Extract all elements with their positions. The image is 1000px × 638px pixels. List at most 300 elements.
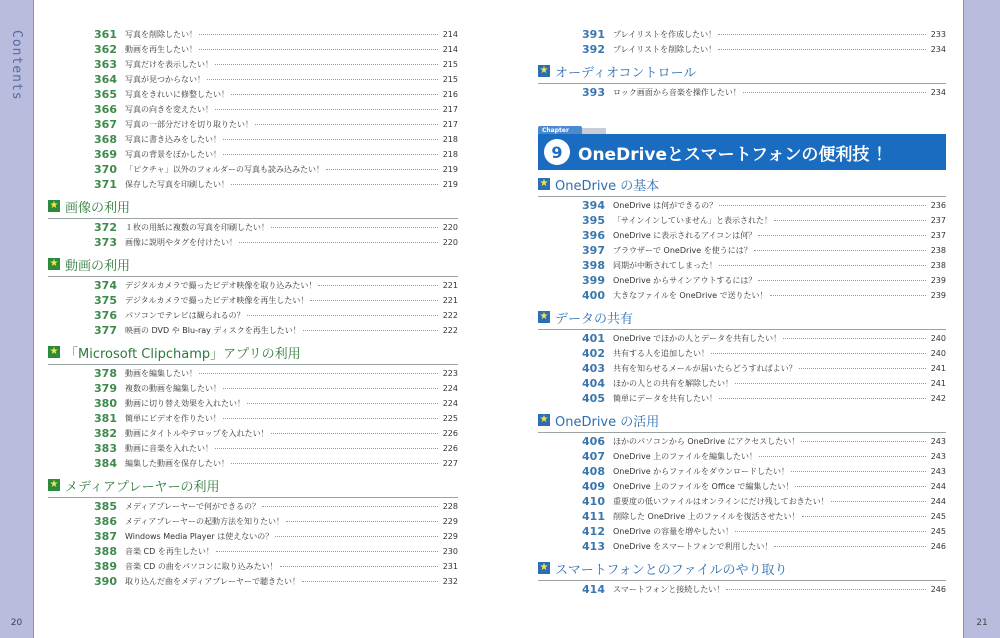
entry-page: 226 (442, 429, 458, 438)
section-title: 「Microsoft Clipchamp」アプリの利用 (65, 347, 301, 362)
entry-page: 228 (442, 502, 458, 511)
entry-number: 386 (94, 515, 117, 528)
entry-page: 240 (930, 349, 946, 358)
toc-entry[interactable] (538, 273, 946, 288)
toc-entry[interactable] (48, 235, 458, 250)
section-header (48, 471, 458, 498)
entry-number: 393 (582, 86, 605, 99)
entry-page: 219 (442, 180, 458, 189)
entry-page: 220 (442, 238, 458, 247)
entry-number: 378 (94, 367, 117, 380)
entry-number: 376 (94, 309, 117, 322)
entry-page: 219 (442, 165, 458, 174)
toc-entry[interactable] (538, 228, 946, 243)
dot-leader (783, 338, 926, 339)
toc-entry[interactable] (538, 346, 946, 361)
entry-title: 写真を削除したい！ (125, 30, 197, 39)
entry-title: OneDrive の容量を増やしたい！ (613, 527, 734, 536)
entry-number: 409 (582, 480, 605, 493)
entry-number: 398 (582, 259, 605, 272)
toc-entry[interactable] (538, 509, 946, 524)
toc-entry[interactable] (538, 376, 946, 391)
toc-entry[interactable] (538, 331, 946, 346)
entry-number: 407 (582, 450, 605, 463)
entry-title: 大きなファイルを OneDrive で送りたい！ (613, 291, 768, 300)
entry-number: 371 (94, 178, 117, 191)
toc-entry[interactable] (538, 361, 946, 376)
toc-entry[interactable] (48, 220, 458, 235)
section-header (48, 338, 458, 365)
entry-number: 408 (582, 465, 605, 478)
dot-leader (758, 280, 926, 281)
section-title: オーディオコントロール (555, 66, 697, 81)
entry-title: 音楽 CD の曲をパソコンに取り込みたい！ (125, 562, 278, 571)
toc-entry[interactable] (538, 213, 946, 228)
entry-page: 245 (930, 527, 946, 536)
entry-page: 246 (930, 542, 946, 551)
toc-entry[interactable] (48, 42, 458, 57)
dot-leader (271, 227, 438, 228)
entry-page: 243 (930, 467, 946, 476)
entry-title: 音楽 CD を再生したい！ (125, 547, 214, 556)
entry-page: 236 (930, 201, 946, 210)
entry-number: 401 (582, 332, 605, 345)
entry-page: 243 (930, 437, 946, 446)
dot-leader (280, 566, 438, 567)
entry-title: 動画に音楽を入れたい！ (125, 444, 213, 453)
entry-page: 221 (442, 296, 458, 305)
entry-page: 234 (930, 45, 946, 54)
entry-page: 234 (930, 88, 946, 97)
entry-page: 222 (442, 311, 458, 320)
entry-title: 取り込んだ曲をメディアプレーヤーで聴きたい！ (125, 577, 301, 586)
entry-title: 「サインインしていません」と表示された！ (613, 216, 773, 225)
entry-title: 動画にタイトルやテロップを入れたい！ (125, 429, 269, 438)
entry-number: 375 (94, 294, 117, 307)
toc-entry[interactable] (538, 449, 946, 464)
entry-title: OneDrive でほかの人とデータを共有したい！ (613, 334, 782, 343)
entry-page: 218 (442, 150, 458, 159)
toc-entry[interactable] (538, 494, 946, 509)
toc-entry[interactable] (48, 441, 458, 456)
entry-number: 391 (582, 28, 605, 41)
star-icon: ★ (49, 346, 59, 357)
entry-page: 229 (442, 517, 458, 526)
toc-entry[interactable] (48, 574, 458, 589)
dot-leader (231, 184, 438, 185)
entry-title: パソコンでテレビは観られるの？ (125, 311, 245, 320)
entry-number: 402 (582, 347, 605, 360)
contents-side-label: Contents (9, 30, 24, 101)
dot-leader (271, 433, 438, 434)
entry-title: 複数の動画を編集したい！ (125, 384, 221, 393)
left-page-toc (48, 27, 458, 589)
entry-number: 381 (94, 412, 117, 425)
entry-page: 244 (930, 482, 946, 491)
section-header (48, 250, 458, 277)
entry-page: 222 (442, 326, 458, 335)
dot-leader (774, 220, 926, 221)
section-header (538, 406, 946, 433)
dot-leader (774, 546, 926, 547)
entry-page: 245 (930, 512, 946, 521)
star-icon: ★ (49, 479, 59, 490)
entry-number: 368 (94, 133, 117, 146)
entry-number: 392 (582, 43, 605, 56)
right-page-toc (538, 27, 946, 597)
section-header (538, 57, 946, 84)
entry-number: 379 (94, 382, 117, 395)
chapter-banner (538, 126, 946, 170)
entry-title: OneDrive からファイルをダウンロードしたい！ (613, 467, 789, 476)
entry-number: 405 (582, 392, 605, 405)
entry-title: 写真の背景をぼかしたい！ (125, 150, 221, 159)
dot-leader (239, 242, 438, 243)
entry-number: 403 (582, 362, 605, 375)
section-title: スマートフォンとのファイルのやり取り (555, 563, 788, 578)
toc-entry[interactable] (48, 396, 458, 411)
entry-number: 395 (582, 214, 605, 227)
dot-leader (326, 169, 438, 170)
entry-title: 簡単にデータを共有したい！ (613, 394, 717, 403)
dot-leader (231, 463, 438, 464)
toc-entry[interactable] (48, 87, 458, 102)
entry-title: 編集した動画を保存したい！ (125, 459, 229, 468)
entry-number: 374 (94, 279, 117, 292)
toc-entry[interactable] (48, 162, 458, 177)
entry-page: 224 (442, 384, 458, 393)
dot-leader (719, 265, 926, 266)
toc-entry[interactable] (538, 85, 946, 100)
dot-leader (719, 205, 926, 206)
entry-page: 242 (930, 394, 946, 403)
entry-title: 共有を知らせるメールが届いたらどうすればよい？ (613, 364, 797, 373)
entry-number: 397 (582, 244, 605, 257)
section-header (538, 170, 946, 197)
entry-number: 369 (94, 148, 117, 161)
toc-entry[interactable] (538, 539, 946, 554)
entry-title: プレイリストを作成したい！ (613, 30, 717, 39)
section-header (538, 303, 946, 330)
dot-leader (799, 368, 926, 369)
entry-title: 簡単にビデオを作りたい！ (125, 414, 221, 423)
dot-leader (719, 398, 926, 399)
entry-number: 364 (94, 73, 117, 86)
entry-page: 241 (930, 379, 946, 388)
chapter-title: OneDriveとスマートフォンの便利技 ！ (578, 144, 893, 165)
entry-page: 215 (442, 75, 458, 84)
dot-leader (743, 92, 926, 93)
entry-number: 388 (94, 545, 117, 558)
dot-leader (223, 139, 438, 140)
toc-entry[interactable] (48, 544, 458, 559)
dot-leader (303, 330, 438, 331)
entry-title: 映画の DVD や Blu-ray ディスクを再生したい！ (125, 326, 301, 335)
toc-entry[interactable] (538, 27, 946, 42)
entry-number: 367 (94, 118, 117, 131)
toc-entry[interactable] (48, 323, 458, 338)
entry-number: 361 (94, 28, 117, 41)
toc-entry[interactable] (538, 464, 946, 479)
entry-number: 406 (582, 435, 605, 448)
entry-page: 221 (442, 281, 458, 290)
dot-leader (770, 295, 926, 296)
dot-leader (726, 589, 926, 590)
entry-number: 410 (582, 495, 605, 508)
star-icon: ★ (539, 178, 549, 189)
entry-page: 240 (930, 334, 946, 343)
dot-leader (795, 486, 926, 487)
entry-page: 214 (442, 30, 458, 39)
entry-title: 写真の向きを変えたい！ (125, 105, 213, 114)
entry-title: 写真だけを表示したい！ (125, 60, 213, 69)
toc-entry[interactable] (48, 27, 458, 42)
dot-leader (718, 34, 926, 35)
toc-entry[interactable] (48, 366, 458, 381)
entry-page: 224 (442, 399, 458, 408)
entry-page: 238 (930, 246, 946, 255)
entry-number: 372 (94, 221, 117, 234)
entry-page: 223 (442, 369, 458, 378)
toc-entry[interactable] (48, 117, 458, 132)
section-header (538, 554, 946, 581)
dot-leader (758, 235, 926, 236)
dot-leader (711, 353, 926, 354)
entry-number: 382 (94, 427, 117, 440)
toc-entry[interactable] (538, 391, 946, 406)
toc-entry[interactable] (538, 42, 946, 57)
star-icon: ★ (539, 562, 549, 573)
section-title: 画像の利用 (65, 201, 131, 216)
dot-leader (802, 516, 926, 517)
entry-title: OneDrive は何ができるの？ (613, 201, 718, 210)
dot-leader (831, 501, 926, 502)
toc-entry[interactable] (48, 57, 458, 72)
entry-number: 394 (582, 199, 605, 212)
entry-title: スマートフォンと接続したい！ (613, 585, 725, 594)
entry-number: 385 (94, 500, 117, 513)
entry-page: 216 (442, 90, 458, 99)
toc-entry[interactable] (538, 198, 946, 213)
entry-title: デジタルカメラで撮ったビデオ映像を取り込みたい！ (125, 281, 317, 290)
entry-number: 363 (94, 58, 117, 71)
star-icon: ★ (539, 414, 549, 425)
toc-entry[interactable] (48, 456, 458, 471)
page-number-right: 21 (976, 618, 988, 628)
page-number-left: 20 (10, 618, 23, 628)
entry-title: １枚の用紙に複数の写真を印刷したい！ (125, 223, 269, 232)
toc-entry[interactable] (48, 293, 458, 308)
dot-leader (199, 373, 438, 374)
section-title: メディアプレーヤーの利用 (65, 480, 220, 495)
toc-entry[interactable] (48, 132, 458, 147)
dot-leader (759, 456, 926, 457)
entry-title: 共有する人を追加したい！ (613, 349, 709, 358)
entry-page: 230 (442, 547, 458, 556)
toc-entry[interactable] (48, 278, 458, 293)
dot-leader (718, 49, 926, 50)
toc-entry[interactable] (538, 258, 946, 273)
entry-title: 「ピクチャ」以外のフォルダーの写真も読み込みたい！ (125, 165, 325, 174)
entry-title: 動画を編集したい！ (125, 369, 197, 378)
dot-leader (215, 448, 438, 449)
entry-number: 400 (582, 289, 605, 302)
dot-leader (199, 34, 438, 35)
entry-page: 239 (930, 276, 946, 285)
entry-page: 239 (930, 291, 946, 300)
toc-entry[interactable] (48, 559, 458, 574)
toc-entry[interactable] (48, 381, 458, 396)
dot-leader (754, 250, 926, 251)
entry-number: 411 (582, 510, 605, 523)
chapter-title-bar (538, 134, 946, 170)
section-title: OneDrive の基本 (555, 179, 660, 194)
entry-title: ロック画面から音楽を操作したい！ (613, 88, 741, 97)
entry-page: 231 (442, 562, 458, 571)
entry-number: 389 (94, 560, 117, 573)
entry-page: 214 (442, 45, 458, 54)
entry-number: 362 (94, 43, 117, 56)
entry-title: OneDrive に表示されるアイコンは何？ (613, 231, 757, 240)
entry-page: 217 (442, 105, 458, 114)
dot-leader (310, 300, 438, 301)
entry-number: 413 (582, 540, 605, 553)
entry-page: 217 (442, 120, 458, 129)
toc-entry[interactable] (48, 72, 458, 87)
chapter-number: 9 (544, 139, 570, 165)
dot-leader (207, 79, 438, 80)
entry-number: 414 (582, 583, 605, 596)
entry-number: 383 (94, 442, 117, 455)
entry-number: 390 (94, 575, 117, 588)
entry-title: 写真に書き込みをしたい！ (125, 135, 221, 144)
entry-title: ブラウザーで OneDrive を使うには？ (613, 246, 752, 255)
entry-title: OneDrive 上のファイルを Office で編集したい！ (613, 482, 794, 491)
entry-page: 233 (930, 30, 946, 39)
toc-entry[interactable] (48, 411, 458, 426)
toc-entry[interactable] (48, 102, 458, 117)
toc-entry[interactable] (48, 529, 458, 544)
entry-title: 画像に説明やタグを付けたい！ (125, 238, 237, 247)
entry-title: 動画に切り替え効果を入れたい！ (125, 399, 245, 408)
entry-page: 241 (930, 364, 946, 373)
entry-page: 218 (442, 135, 458, 144)
entry-number: 380 (94, 397, 117, 410)
dot-leader (215, 64, 438, 65)
dot-leader (286, 521, 438, 522)
entry-number: 365 (94, 88, 117, 101)
entry-page: 244 (930, 497, 946, 506)
chapter-tab: Chapter (538, 126, 582, 135)
toc-entry[interactable] (538, 434, 946, 449)
dot-leader (199, 49, 438, 50)
entry-number: 366 (94, 103, 117, 116)
entry-page: 237 (930, 231, 946, 240)
entry-page: 220 (442, 223, 458, 232)
entry-title: ほかの人との共有を解除したい！ (613, 379, 733, 388)
toc-entry[interactable] (48, 426, 458, 441)
entry-page: 232 (442, 577, 458, 586)
right-margin-strip (963, 0, 1000, 638)
left-margin-strip (0, 0, 34, 638)
entry-page: 225 (442, 414, 458, 423)
entry-title: 写真をきれいに修整したい！ (125, 90, 229, 99)
dot-leader (247, 403, 438, 404)
entry-page: 237 (930, 216, 946, 225)
entry-title: 写真が見つからない！ (125, 75, 205, 84)
entry-title: デジタルカメラで撮ったビデオ映像を再生したい！ (125, 296, 309, 305)
entry-title: OneDrive をスマートフォンで利用したい！ (613, 542, 773, 551)
dot-leader (791, 471, 926, 472)
entry-number: 387 (94, 530, 117, 543)
toc-entry[interactable] (48, 514, 458, 529)
toc-entry[interactable] (538, 288, 946, 303)
dot-leader (223, 154, 438, 155)
entry-title: メディアプレーヤーの起動方法を知りたい！ (125, 517, 285, 526)
toc-entry[interactable] (48, 499, 458, 514)
entry-number: 412 (582, 525, 605, 538)
section-title: データの共有 (555, 312, 634, 327)
entry-number: 396 (582, 229, 605, 242)
entry-title: 重要度の低いファイルはオンラインにだけ残しておきたい！ (613, 497, 829, 506)
entry-title: 削除した OneDrive 上のファイルを復活させたい！ (613, 512, 800, 521)
entry-page: 238 (930, 261, 946, 270)
dot-leader (275, 536, 438, 537)
star-icon: ★ (539, 311, 549, 322)
entry-number: 373 (94, 236, 117, 249)
section-title: 動画の利用 (65, 259, 131, 274)
entry-page: 227 (442, 459, 458, 468)
entry-number: 399 (582, 274, 605, 287)
toc-entry[interactable] (538, 524, 946, 539)
entry-page: 215 (442, 60, 458, 69)
toc-entry[interactable] (538, 479, 946, 494)
dot-leader (735, 531, 926, 532)
toc-entry[interactable] (48, 308, 458, 323)
entry-title: 動画を再生したい！ (125, 45, 197, 54)
dot-leader (223, 388, 438, 389)
entry-title: 写真の一部分だけを切り取りたい！ (125, 120, 253, 129)
star-icon: ★ (49, 200, 59, 211)
toc-entry[interactable] (48, 147, 458, 162)
entry-title: Windows Media Player は使えないの？ (125, 532, 274, 541)
dot-leader (801, 441, 926, 442)
entry-number: 384 (94, 457, 117, 470)
dot-leader (216, 551, 438, 552)
entry-page: 229 (442, 532, 458, 541)
dot-leader (255, 124, 438, 125)
entry-title: プレイリストを削除したい！ (613, 45, 717, 54)
toc-entry[interactable] (48, 177, 458, 192)
entry-title: 保存した写真を印刷したい！ (125, 180, 229, 189)
entry-title: OneDrive からサインアウトするには？ (613, 276, 757, 285)
toc-entry[interactable] (538, 582, 946, 597)
section-title: OneDrive の活用 (555, 415, 660, 430)
dot-leader (262, 506, 438, 507)
dot-leader (247, 315, 438, 316)
entry-page: 243 (930, 452, 946, 461)
star-icon: ★ (539, 65, 549, 76)
entry-number: 370 (94, 163, 117, 176)
dot-leader (318, 285, 438, 286)
dot-leader (215, 109, 438, 110)
toc-entry[interactable] (538, 243, 946, 258)
section-header (48, 192, 458, 219)
entry-page: 226 (442, 444, 458, 453)
entry-title: 同期が中断されてしまった！ (613, 261, 717, 270)
entry-title: OneDrive 上のファイルを編集したい！ (613, 452, 757, 461)
entry-page: 246 (930, 585, 946, 594)
